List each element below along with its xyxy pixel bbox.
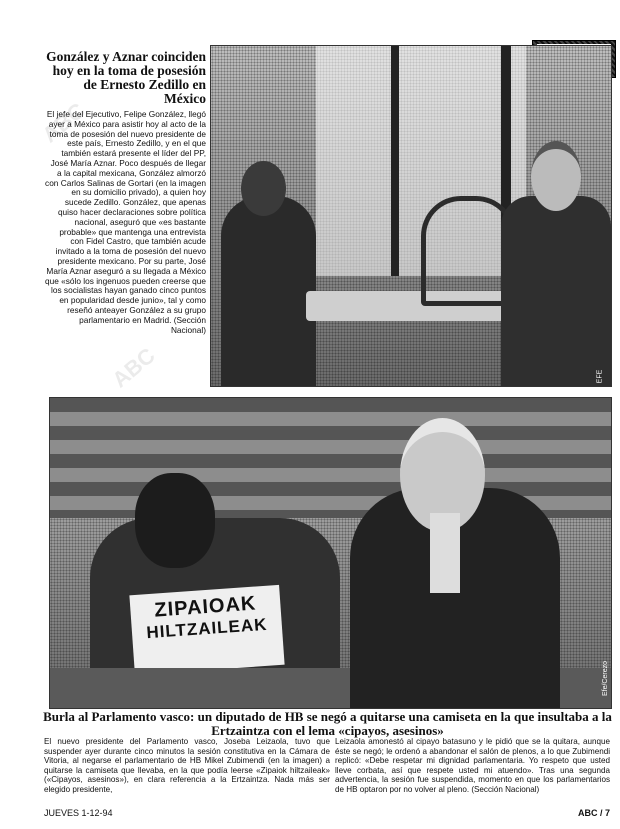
watermark: ABC: [37, 97, 90, 148]
photo-credit: Efe/Cerezo: [601, 660, 609, 697]
photo-shirt-collar: [430, 513, 460, 593]
photo-window-frame: [391, 46, 399, 276]
story1-photo: [210, 45, 612, 387]
shirt-line: ZIPAIOAK: [153, 592, 258, 622]
photo-credit: EFE: [596, 369, 604, 384]
story2-body-right: Leizaola amonestó al cipayo batasuno y le pidió que se la quitara, aunque éste se negó; le ordenó a abandonar el salón de plenos, a lo que Zubimendi replicó: «Debe respetar mi dignidad parlamentaria. Yo respeto que usted lleve corbata, así que respete usted mi atuendo». Tras una segunda advertencia, la sesión fue suspendida, momento en que los parlamentarios de HB optaron por no volver al pleno. (Sección Nacional): [335, 737, 610, 794]
story2-headline: Burla al Parlamento vasco: un diputado de HB se negó a quitarse una camiseta en la que insultaba a la Ertzaintza con el lema «cipayos, asesinos»: [43, 709, 612, 738]
photo-person-left: [221, 196, 316, 386]
photo-person-left-head: [241, 161, 286, 216]
story2-body-left: El nuevo presidente del Parlamento vasco, Joseba Leizaola, tuvo que suspender ayer durante cinco minutos la sesión constitutiva en la Cámara de Vitoria, al negarse el parlamentario de HB Mikel Zubimendi (en la imagen) a quitarse la camiseta que llevaba, en la que podía leerse «Zipaiok hiltzaileak» («Cipayos, asesinos»), en clara referencia a la Ertzaintza. Nada más ser elegido presidente,: [44, 737, 330, 794]
story2-photo: [49, 397, 612, 709]
shirt-sign: [129, 585, 284, 675]
watermark: ABC: [107, 342, 160, 393]
story1-body: El jefe del Ejecutivo, Felipe González, llegó ayer a México para asistir hoy al acto de la toma de posesión del nuevo presidente de este país, Ernesto Zedillo, y en el que también estará presente el líder del PP, José María Aznar. Poco después de llegar a la capital mexicana, González almorzó con Carlos Salinas de Gortari (en la imagen en su domicilio privado), a quien hoy sucede Zedillo. González, que apenas quiso hacer declaraciones sobre política nacional, aseguró que «es bastante probable» que mantenga una entrevista con Fidel Castro, que también acude invitado a la toma de posesión del nuevo presidente mexicano. Por su parte, José María Aznar aseguró a su llegada a México que «sólo los ingenuos pueden creerse que los socialistas hayan ganado cinco puntos en popularidad desde junio», tal y como reseñó anteayer González a su grupo parlamentario en Madrid. (Sección Nacional): [45, 109, 206, 335]
footer-date: JUEVES 1-12-94: [44, 808, 113, 818]
photo-person-right-head: [531, 141, 581, 211]
footer-page-number: ABC / 7: [578, 808, 611, 818]
shirt-line: HILTZAILEAK: [145, 614, 268, 643]
photo-person-right: [501, 196, 611, 386]
story1-headline: González y Aznar coinciden hoy en la toma de posesión de Ernesto Zedillo en México: [46, 49, 206, 106]
photo-person-left-head: [135, 473, 215, 568]
